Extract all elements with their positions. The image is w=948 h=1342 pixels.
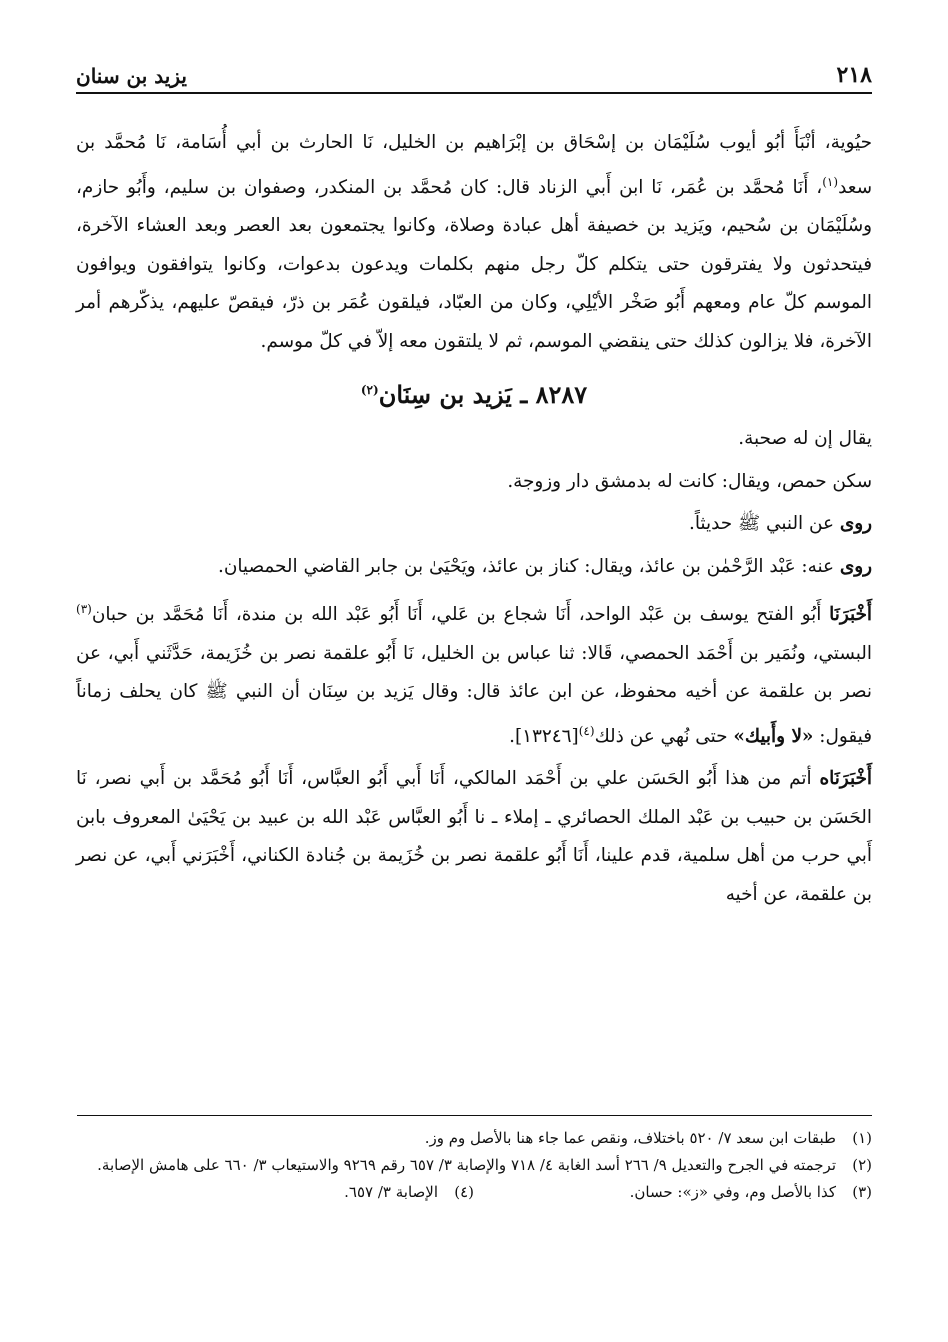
footnote-ref-3: (٣) (76, 602, 92, 617)
paragraph-1 (76, 124, 872, 361)
footnote-3-text: كذا بالأصل وم، وفي «ز»: حسان. (629, 1183, 836, 1201)
hadith-quote: «لا وأَبيك» (733, 725, 814, 747)
footnotes (76, 1125, 872, 1206)
paragraph-7 (76, 760, 872, 914)
hadith-number: [١٣٢٤٦]. (509, 725, 579, 747)
footnote-4 (76, 1179, 474, 1206)
footnote-3 (474, 1179, 872, 1206)
footnote-3-number: (٣) (852, 1183, 872, 1201)
footnote-4-text: الإصابة ٣/ ٦٥٧. (344, 1183, 438, 1201)
keyword-rawa-anhu: روى (839, 555, 872, 577)
footnote-2-number: (٢) (852, 1156, 872, 1174)
paragraph-6 (76, 590, 872, 756)
paragraph-2: يقال إن له صحبة. (738, 428, 872, 450)
footnote-2 (76, 1152, 872, 1179)
footnote-1-number: (١) (852, 1129, 872, 1147)
page-header (76, 58, 872, 94)
footnote-ref-4: (٤) (578, 723, 595, 738)
main-text (76, 124, 872, 914)
footnote-1 (76, 1125, 872, 1152)
footnote-divider (77, 1115, 872, 1116)
paragraph-5-text: عنه: عَبْد الرَّحْمٰن بن عائذ، ويقال: كناز بن عائذ، ويَحْيَىٰ بن جابر القاضي الحمصيان. (217, 555, 840, 577)
paragraph-3: سكن حمص، ويقال: كانت له بدمشق دار وزوجة. (507, 470, 872, 492)
keyword-rawa: روى (839, 513, 872, 535)
paragraph-7-text: أتم من هذا أَبُو الحَسَن علي بن أَحْمَد المالكي، أَنَا أَبي أَبُو العبَّاس، أَنَا أَبُو مُحَمَّد بن أَبي نصر، نَا الحَسَن بن حبيب بن عَبْد الملك الحصائري ـ إملاء ـ نا أَبُو العبَّاس عَبْد الله بن عبيد بن يَحْيَىٰ المعروف بابن أَبي حرب من أهل سلمية، قدم علينا، أَنَا أَبُو علقمة نصر بن خُزَيمة بن جُنادة الكناني، أَخْبَرَني أَبي، عن نصر بن علقمة، عن أخيه (76, 768, 872, 905)
footnote-2-text: ترجمته في الجرح والتعديل ٩/ ٢٦٦ أسد الغابة ٤/ ٧١٨ والإصابة ٣/ ٦٥٧ رقم ٩٢٦٩ والاستيعاب ٣/ ٦٦٠ على هامش الإصابة. (97, 1156, 836, 1174)
keyword-akhbaranahu: أَخْبَرَنَاه (819, 768, 872, 790)
footnote-row-3-4 (76, 1179, 872, 1206)
entry-title (76, 367, 872, 418)
footnote-1-text: طبقات ابن سعد ٧/ ٥٢٠ باختلاف، ونقص عما جاء هنا بالأصل وم وز. (424, 1129, 836, 1147)
paragraph-6-middle: البستي، ونُمَير بن أَحْمَد الحمصي، قَالا: ثنا عباس بن الخليل، نَا أَبُو علقمة نصر بن خُزَيمة، حَدَّثَني أَبي، عن نصر بن علقمة عن أخيه محفوظ، عن ابن عائذ قال: وقال يَزيد بن سِنَان أن النبي ﷺ كان يحلف زماناً فيقول: (76, 642, 872, 747)
paragraph-6-end: حتى نُهي عن ذلك (594, 725, 734, 747)
page-number: ٢١٨ (836, 62, 872, 88)
footnote-ref-2: (٢) (360, 383, 379, 398)
keyword-akhbarana: أَخْبَرَنَا (829, 604, 872, 626)
paragraph-4 (76, 505, 872, 544)
paragraph-6-text: أَبُو الفتح يوسف بن عَبْد الواحد، أَنَا شجاع بن عَلي، أَنَا أَبُو عَبْد الله بن مندة، أَنَا مُحَمَّد بن حبان (91, 604, 830, 626)
paragraph-5 (76, 548, 872, 587)
footnote-4-number: (٤) (454, 1183, 474, 1201)
paragraph-1-rest: ، أَنَا مُحمَّد بن عُمَر، نَا ابن أَبي الزناد قال: كان مُحمَّد بن المنكدر، وصفوان بن سليم، وأَبُو حازم، وسُلَيْمَان بن سُحيم، ويَزيد بن خصيفة أهل عبادة وصلاة، وكانوا يجتمعون بعد العصر وبعد العشاء الآخرة، فيتحدثون ولا يفترقون حتى يتكلم كلّ رجل منهم بكلمات ويدعون بدعوات، وكانوا يتوافقون ويوافون الموسم كلّ عام ومعهم أَبُو صَخْر الأيْلِي، وكان من العبّاد، فيلقون عُمَر بن ذرّ، فيقصّ عليهم، يذكّرهم أمر الآخرة، فلا يزالون كذلك حتى ينقضي الموسم، ثم لا يلتقون معه إلاّ في كلّ موسم. (76, 176, 872, 352)
paragraph-4-text: عن النبي ﷺ حديثاً. (688, 513, 840, 535)
paragraph-1-text: حيُوية، أنْبَأَ أبُو أيوب سُلَيْمَان بن إسْحَاق بن إبْرَاهيم بن الخليل، نَا الحارث بن أبي أُسَامة، نَا مُحمَّد بن سعد (76, 132, 872, 198)
running-title: يزيد بن سنان (76, 64, 187, 88)
footnote-ref-1: (١) (822, 174, 839, 189)
entry-title-text: ٨٢٨٧ ـ يَزيد بن سِنَان (378, 380, 588, 410)
